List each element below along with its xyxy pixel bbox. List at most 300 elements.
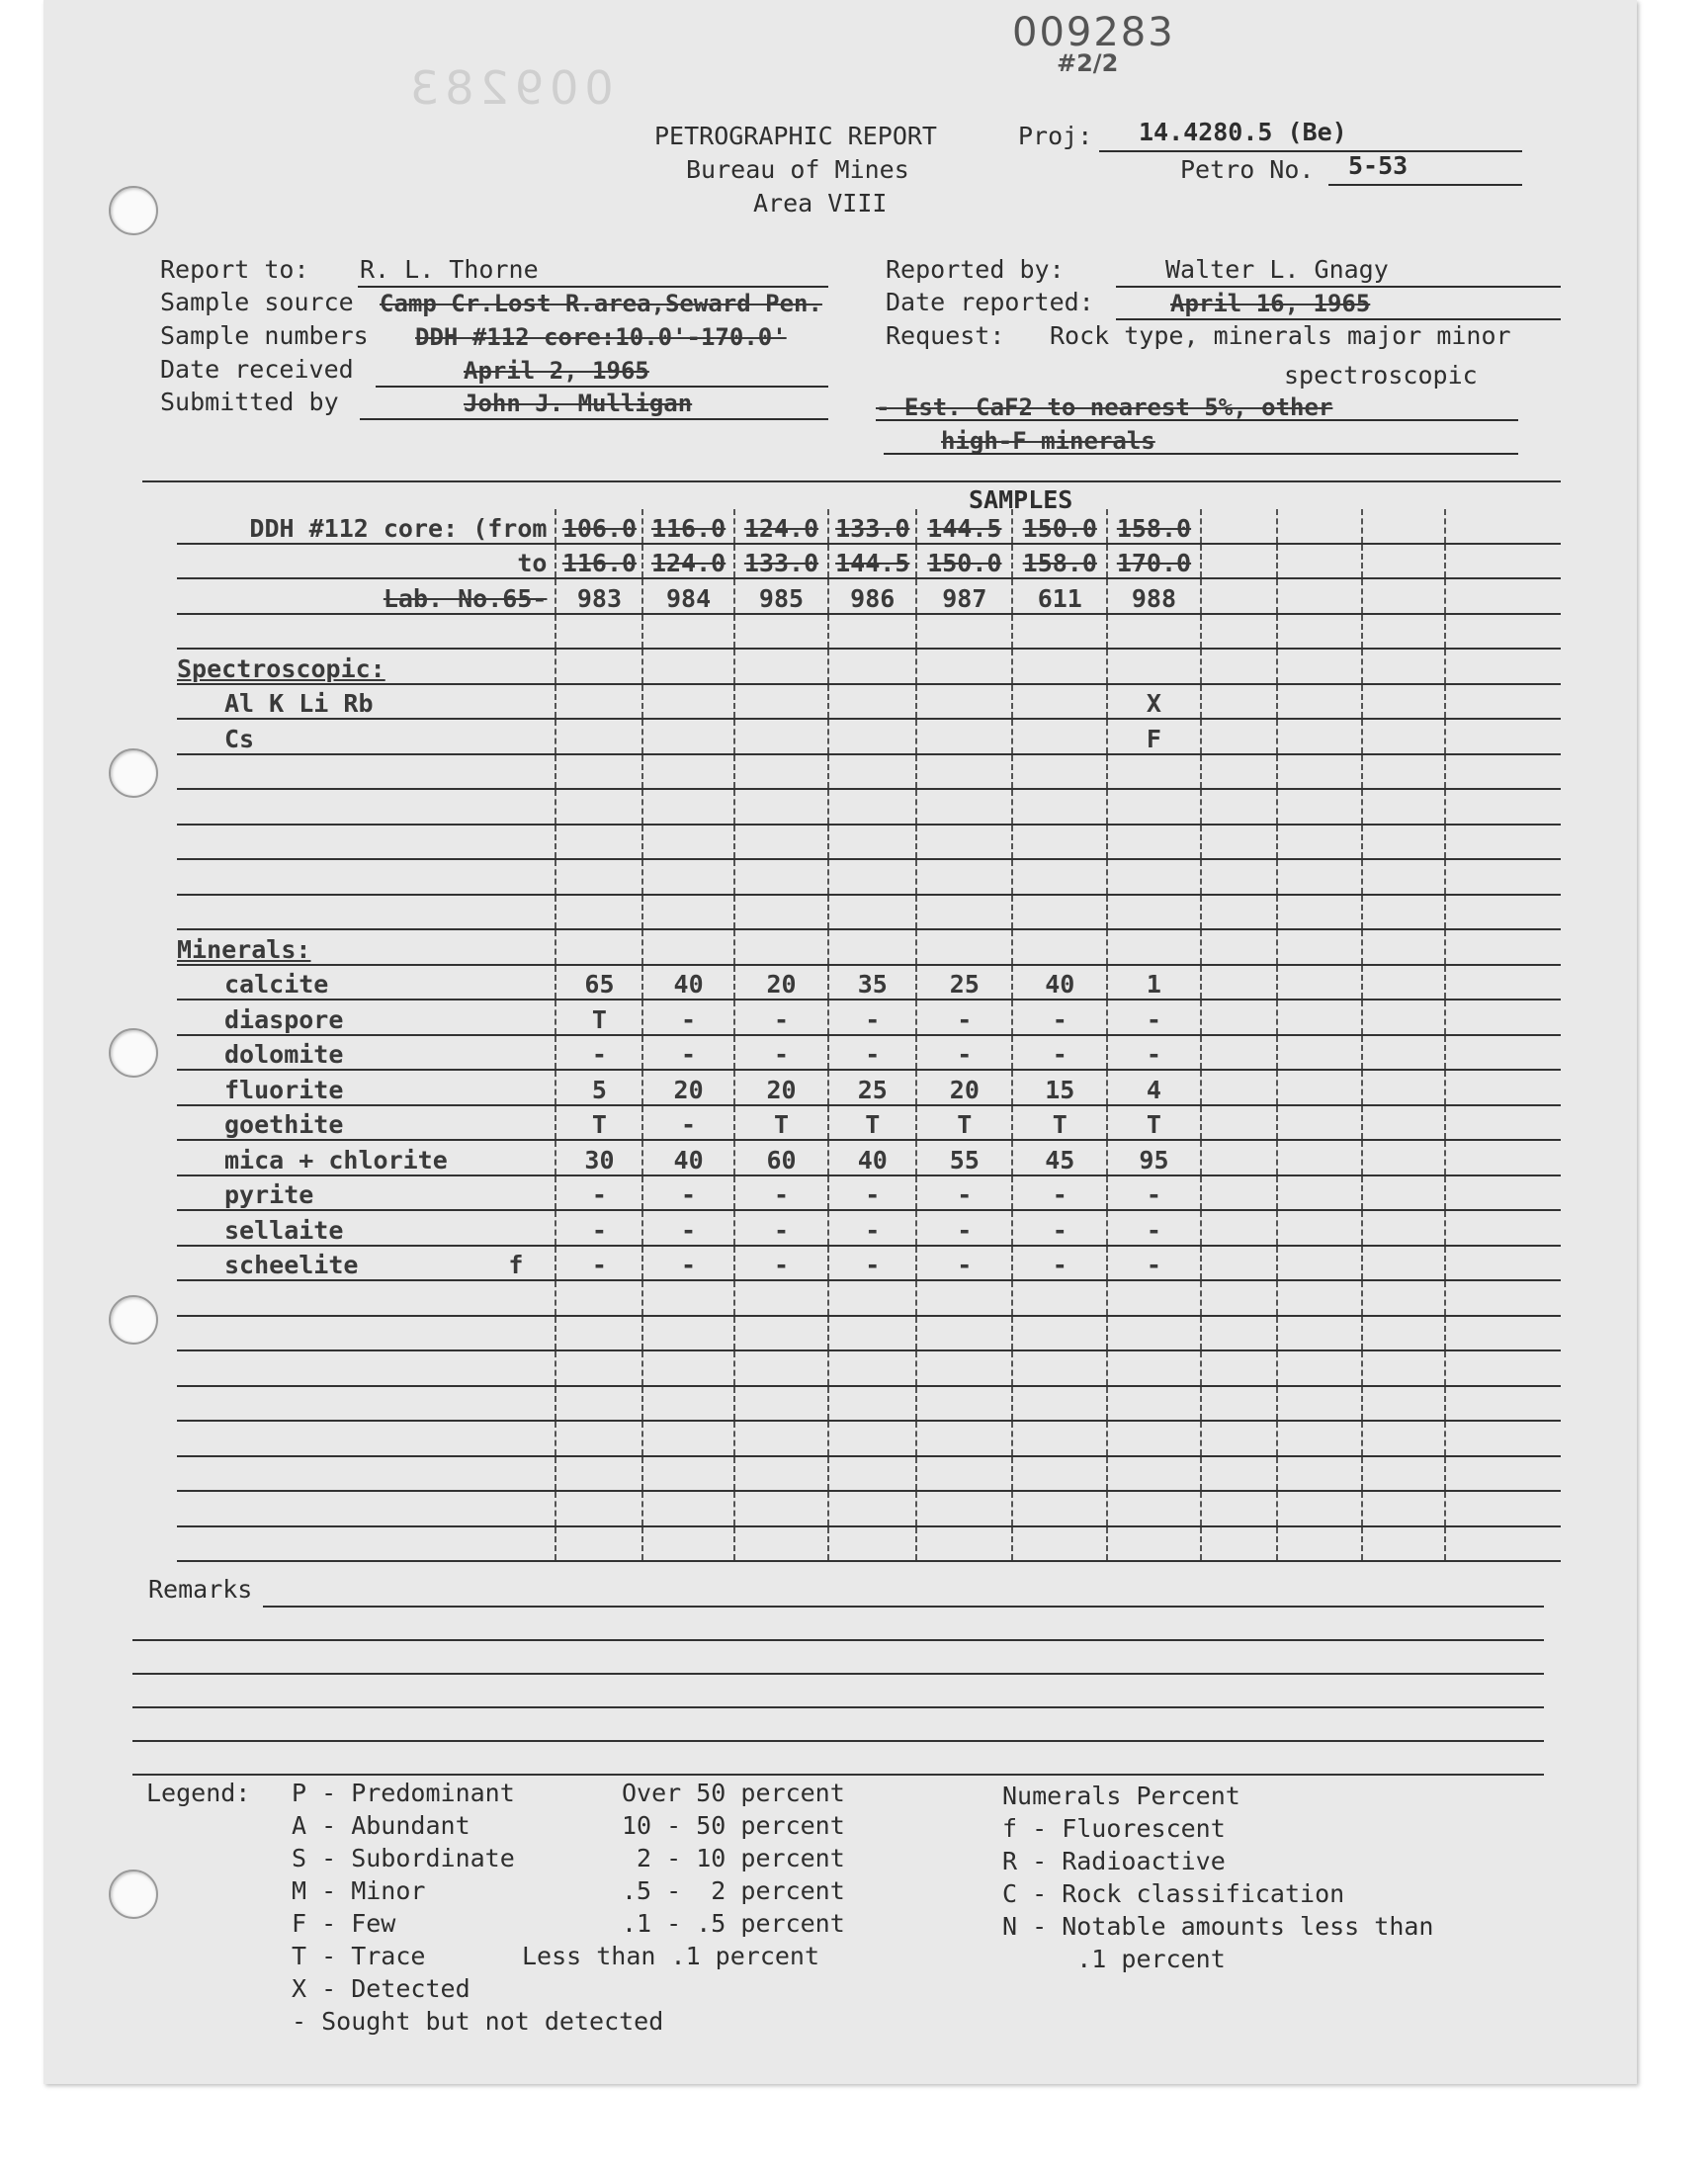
table-cell [1445, 1526, 1561, 1562]
table-cell [555, 1316, 642, 1351]
mineral-name [177, 1070, 555, 1105]
table-cell: - [828, 1246, 916, 1281]
mineral-label: diaspore [224, 1004, 344, 1034]
table-cell [1277, 1246, 1362, 1281]
table-cell [642, 825, 733, 860]
table-cell: 45 [1012, 1140, 1107, 1175]
table-row [177, 1175, 1561, 1211]
table-cell [1012, 1386, 1107, 1422]
sample-source-value: Camp Cr.Lost R.area,Seward Pen. [380, 290, 822, 317]
table-cell: - [828, 1175, 916, 1211]
table-cell: 1 [1107, 965, 1201, 1000]
sample-numbers-label: Sample numbers [160, 321, 369, 350]
table-cell [916, 1386, 1012, 1422]
table-cell [555, 614, 642, 650]
table-cell [1445, 859, 1561, 895]
table-cell [1362, 544, 1445, 579]
table-cell [1362, 509, 1445, 544]
table-cell [1201, 1491, 1277, 1526]
table-cell: T [555, 1000, 642, 1035]
table-cell [1445, 965, 1561, 1000]
request-value: Rock type, minerals major minor [1050, 321, 1511, 350]
report-to-label: Report to: [160, 255, 309, 284]
table-cell [1445, 1210, 1561, 1246]
table-cell [1362, 895, 1445, 930]
table-cell [1362, 614, 1445, 650]
table-cell [1362, 649, 1445, 684]
table-cell [1012, 789, 1107, 825]
table-cell [1201, 1000, 1277, 1035]
table-cell [642, 1350, 733, 1386]
table-cell [1362, 1140, 1445, 1175]
table-cell: 30 [555, 1140, 642, 1175]
legend-note: .1 percent [1002, 1945, 1226, 1973]
proj-underline [1099, 150, 1522, 152]
table-cell [1362, 965, 1445, 1000]
table-cell [828, 649, 916, 684]
table-row [177, 1210, 1561, 1246]
table-cell [734, 1421, 829, 1456]
table-cell [1445, 614, 1561, 650]
petro-no-label: Petro No. [1180, 155, 1315, 184]
table-row [177, 614, 1561, 650]
section-label: Spectroscopic: [177, 649, 555, 684]
mineral-name [177, 1105, 555, 1141]
table-cell [1012, 1316, 1107, 1351]
report-to-value: R. L. Thorne [360, 255, 539, 284]
table-cell [828, 719, 916, 754]
mineral-name [177, 1210, 555, 1246]
table-cell [1362, 1246, 1445, 1281]
table-row [177, 1070, 1561, 1105]
table-row [177, 1105, 1561, 1141]
legend-note: f - Fluorescent [1002, 1814, 1226, 1843]
table-cell: 5 [555, 1070, 642, 1105]
table-cell [734, 649, 829, 684]
table-cell [1362, 1175, 1445, 1211]
table-cell [1277, 1491, 1362, 1526]
table-cell: - [734, 1175, 829, 1211]
table-cell [555, 1350, 642, 1386]
table-cell: - [555, 1175, 642, 1211]
table-cell [555, 719, 642, 754]
legend-range: 2 - 10 percent [622, 1844, 845, 1872]
table-cell: 150.0 [1012, 509, 1107, 544]
table-cell: - [1012, 1035, 1107, 1071]
table-cell [642, 1316, 733, 1351]
legend-note: N - Notable amounts less than [1002, 1912, 1434, 1941]
table-cell [642, 859, 733, 895]
table-cell: T [916, 1105, 1012, 1141]
report-sheet [43, 0, 1637, 2084]
mineral-name [177, 1140, 555, 1175]
legend-range: Less than .1 percent [522, 1942, 820, 1970]
section-rule [142, 480, 1561, 482]
table-cell [1445, 1421, 1561, 1456]
table-cell [1445, 1491, 1561, 1526]
table-cell [1012, 1526, 1107, 1562]
table-cell [1107, 1350, 1201, 1386]
remarks-line [132, 1673, 1544, 1675]
table-row-label [177, 1280, 555, 1316]
table-cell [1362, 789, 1445, 825]
table-cell [1277, 965, 1362, 1000]
table-row [177, 649, 1561, 684]
table-cell [555, 1386, 642, 1422]
table-cell [1445, 649, 1561, 684]
table-cell: - [1107, 1210, 1201, 1246]
table-cell [1277, 754, 1362, 790]
table-cell [828, 684, 916, 720]
table-cell: 4 [1107, 1070, 1201, 1105]
table-cell [1445, 1316, 1561, 1351]
table-row [177, 1316, 1561, 1351]
table-cell [1012, 929, 1107, 965]
area-name: Area VIII [753, 189, 888, 218]
remarks-label: Remarks [148, 1575, 253, 1604]
table-cell [1277, 509, 1362, 544]
table-cell [916, 649, 1012, 684]
date-received-label: Date received [160, 355, 354, 384]
table-cell [642, 789, 733, 825]
table-cell [734, 614, 829, 650]
table-cell [734, 684, 829, 720]
table-cell [1362, 1421, 1445, 1456]
table-cell [734, 754, 829, 790]
table-cell: - [734, 1246, 829, 1281]
table-cell [1445, 719, 1561, 754]
table-cell [1107, 1421, 1201, 1456]
table-cell [1277, 929, 1362, 965]
petro-no-underline [1328, 184, 1522, 186]
table-cell: 985 [734, 578, 829, 614]
legend-code: - Sought but not detected [292, 2007, 664, 2036]
table-cell [734, 1350, 829, 1386]
table-cell [1277, 649, 1362, 684]
table-cell: 25 [828, 1070, 916, 1105]
punch-hole [109, 186, 158, 235]
mineral-name [177, 965, 555, 1000]
table-cell [1107, 1456, 1201, 1492]
table-cell [1201, 895, 1277, 930]
table-cell [734, 1456, 829, 1492]
table-cell [1277, 1210, 1362, 1246]
table-cell: 40 [642, 1140, 733, 1175]
report-title: PETROGRAPHIC REPORT [654, 122, 937, 150]
table-cell: 106.0 [555, 509, 642, 544]
table-cell [1445, 1140, 1561, 1175]
table-cell [1277, 544, 1362, 579]
request-note-underline2 [884, 453, 1518, 455]
table-cell [642, 719, 733, 754]
table-cell [1012, 1491, 1107, 1526]
table-cell: 983 [555, 578, 642, 614]
table-cell: 133.0 [734, 544, 829, 579]
table-cell [1445, 1070, 1561, 1105]
mineral-label: dolomite [224, 1040, 344, 1069]
table-cell [1445, 1035, 1561, 1071]
table-cell: 25 [916, 965, 1012, 1000]
table-cell [1012, 614, 1107, 650]
table-cell: 158.0 [1107, 509, 1201, 544]
table-cell [734, 1316, 829, 1351]
table-cell [1107, 1280, 1201, 1316]
legend-code: M - Minor [292, 1876, 426, 1905]
table-cell [1362, 929, 1445, 965]
table-row-label [177, 1456, 555, 1492]
table-cell [1362, 1105, 1445, 1141]
table-cell: 20 [734, 1070, 829, 1105]
table-cell: 133.0 [828, 509, 916, 544]
table-row-label [177, 754, 555, 790]
sample-numbers-value: DDH #112 core:10.0'-170.0' [415, 323, 787, 351]
table-cell: - [555, 1246, 642, 1281]
table-cell [1277, 1280, 1362, 1316]
table-cell [1107, 1526, 1201, 1562]
legend-code: F - Few [292, 1909, 396, 1938]
table-row-label: Lab. No.65- [177, 578, 555, 614]
table-cell [828, 1386, 916, 1422]
table-cell [916, 719, 1012, 754]
table-cell [828, 1350, 916, 1386]
table-cell [1362, 1350, 1445, 1386]
table-cell [1362, 825, 1445, 860]
table-cell [1445, 1000, 1561, 1035]
table-cell [1277, 1175, 1362, 1211]
legend-note: R - Radioactive [1002, 1847, 1226, 1875]
table-cell: - [642, 1210, 733, 1246]
table-cell [1277, 895, 1362, 930]
table-row [177, 1246, 1561, 1281]
table-cell [1445, 544, 1561, 579]
table-cell: T [555, 1105, 642, 1141]
table-cell [828, 754, 916, 790]
table-row [177, 1526, 1561, 1562]
mineral-label: calcite [224, 970, 329, 999]
table-cell [1277, 1000, 1362, 1035]
submitted-by-label: Submitted by [160, 388, 339, 416]
table-cell [1277, 1526, 1362, 1562]
table-row [177, 1035, 1561, 1071]
table-cell [555, 684, 642, 720]
legend-code: X - Detected [292, 1974, 470, 2003]
table-cell [1107, 929, 1201, 965]
table-cell [1445, 509, 1561, 544]
table-row-label: Al K Li Rb [177, 684, 555, 720]
legend-note: Numerals Percent [1002, 1782, 1240, 1810]
table-cell [555, 895, 642, 930]
table-cell [734, 789, 829, 825]
table-cell [734, 1386, 829, 1422]
table-cell [1107, 895, 1201, 930]
report-to-underline [358, 286, 828, 288]
table-cell [1445, 789, 1561, 825]
proj-value: 14.4280.5 (Be) [1139, 118, 1347, 146]
mineral-name [177, 1175, 555, 1211]
table-cell [916, 1526, 1012, 1562]
table-cell [555, 754, 642, 790]
proj-label: Proj: [1018, 122, 1093, 150]
table-cell [916, 754, 1012, 790]
table-cell [828, 859, 916, 895]
table-cell [916, 929, 1012, 965]
table-cell: 116.0 [642, 509, 733, 544]
table-cell [642, 929, 733, 965]
table-cell [734, 895, 829, 930]
sample-source-label: Sample source [160, 288, 354, 316]
ghost-stamp-number: 009283 [404, 61, 614, 115]
table-cell [555, 1421, 642, 1456]
table-cell [916, 825, 1012, 860]
table-cell [1445, 1175, 1561, 1211]
table-cell [1277, 825, 1362, 860]
table-cell: - [555, 1210, 642, 1246]
table-cell [1201, 578, 1277, 614]
punch-hole [109, 1028, 158, 1078]
table-cell [1201, 649, 1277, 684]
table-row [177, 1280, 1561, 1316]
table-row-label: to [177, 544, 555, 579]
table-cell [1277, 1350, 1362, 1386]
table-cell [1362, 859, 1445, 895]
mineral-label: mica + chlorite [224, 1145, 448, 1174]
table-row [177, 1386, 1561, 1422]
legend-range: .5 - 2 percent [622, 1876, 845, 1905]
table-cell [555, 929, 642, 965]
legend-code: A - Abundant [292, 1811, 470, 1840]
table-cell [1201, 1386, 1277, 1422]
legend-range: .1 - .5 percent [622, 1909, 845, 1938]
table-cell: - [1012, 1210, 1107, 1246]
table-cell [828, 929, 916, 965]
table-cell [1201, 1140, 1277, 1175]
table-cell [642, 1491, 733, 1526]
table-cell: 40 [828, 1140, 916, 1175]
table-cell: - [1012, 1175, 1107, 1211]
table-row-label [177, 859, 555, 895]
date-reported-underline [1116, 318, 1561, 320]
table-cell: - [916, 1000, 1012, 1035]
table-cell: - [828, 1210, 916, 1246]
table-cell: - [642, 1175, 733, 1211]
reported-by-value: Walter L. Gnagy [1165, 255, 1389, 284]
table-cell [1362, 1491, 1445, 1526]
table-cell: - [916, 1175, 1012, 1211]
table-row-label: Cs [177, 719, 555, 754]
table-cell: T [1012, 1105, 1107, 1141]
table-cell [1445, 895, 1561, 930]
date-received-underline [376, 386, 828, 388]
table-cell: T [734, 1105, 829, 1141]
table-cell [1107, 1491, 1201, 1526]
legend-note: C - Rock classification [1002, 1879, 1345, 1908]
table-cell: 987 [916, 578, 1012, 614]
legend-code: T - Trace [292, 1942, 426, 1970]
table-row-label: DDH #112 core: (from [177, 509, 555, 544]
table-cell [1362, 1316, 1445, 1351]
table-cell [1201, 1246, 1277, 1281]
table-row-label [177, 1386, 555, 1422]
table-cell [828, 1526, 916, 1562]
table-cell [1277, 789, 1362, 825]
table-cell [1445, 1246, 1561, 1281]
table-cell: 144.5 [916, 509, 1012, 544]
table-cell [1201, 1421, 1277, 1456]
punch-hole [109, 1870, 158, 1919]
table-cell [1277, 1105, 1362, 1141]
table-row [177, 895, 1561, 930]
table-cell: 144.5 [828, 544, 916, 579]
table-cell: 170.0 [1107, 544, 1201, 579]
remarks-line [132, 1639, 1544, 1641]
table-cell: - [1107, 1035, 1201, 1071]
table-row-label [177, 1491, 555, 1526]
table-row [177, 929, 1561, 965]
table-cell [555, 1526, 642, 1562]
table-cell [555, 789, 642, 825]
request-note-line2: high-F minerals [941, 427, 1155, 455]
table-cell: - [916, 1246, 1012, 1281]
page-mark: #2/2 [1057, 49, 1119, 77]
table-cell [1012, 649, 1107, 684]
table-cell [828, 825, 916, 860]
table-cell [1201, 1070, 1277, 1105]
table-cell [1012, 719, 1107, 754]
date-reported-label: Date reported: [886, 288, 1094, 316]
table-cell [828, 1316, 916, 1351]
table-cell [1107, 1316, 1201, 1351]
table-cell: 40 [642, 965, 733, 1000]
table-cell [734, 719, 829, 754]
table-row [177, 578, 1561, 614]
table-cell [1445, 1386, 1561, 1422]
table-cell: T [1107, 1105, 1201, 1141]
table-cell [1201, 1526, 1277, 1562]
table-cell: - [916, 1210, 1012, 1246]
table-cell [555, 649, 642, 684]
table-cell [1201, 789, 1277, 825]
table-cell: T [828, 1105, 916, 1141]
table-cell [1445, 1280, 1561, 1316]
table-cell [828, 1280, 916, 1316]
table-cell [916, 614, 1012, 650]
table-cell [1445, 684, 1561, 720]
table-cell [642, 1456, 733, 1492]
table-row [177, 719, 1561, 754]
remarks-line [132, 1740, 1544, 1742]
table-cell [1277, 1421, 1362, 1456]
table-cell [1362, 1000, 1445, 1035]
request-note-underline1 [876, 419, 1518, 421]
table-cell [555, 1280, 642, 1316]
table-row [177, 684, 1561, 720]
table-cell [1201, 965, 1277, 1000]
table-cell [828, 895, 916, 930]
mineral-label: sellaite [224, 1215, 344, 1245]
table-cell [1107, 1386, 1201, 1422]
table-cell [828, 614, 916, 650]
table-cell: 984 [642, 578, 733, 614]
table-cell [1277, 859, 1362, 895]
table-cell [642, 754, 733, 790]
table-cell [1201, 929, 1277, 965]
legend-code: S - Subordinate [292, 1844, 515, 1872]
table-cell: 60 [734, 1140, 829, 1175]
table-cell [555, 859, 642, 895]
table-cell: 124.0 [642, 544, 733, 579]
table-cell [1445, 1350, 1561, 1386]
table-row-label [177, 895, 555, 930]
